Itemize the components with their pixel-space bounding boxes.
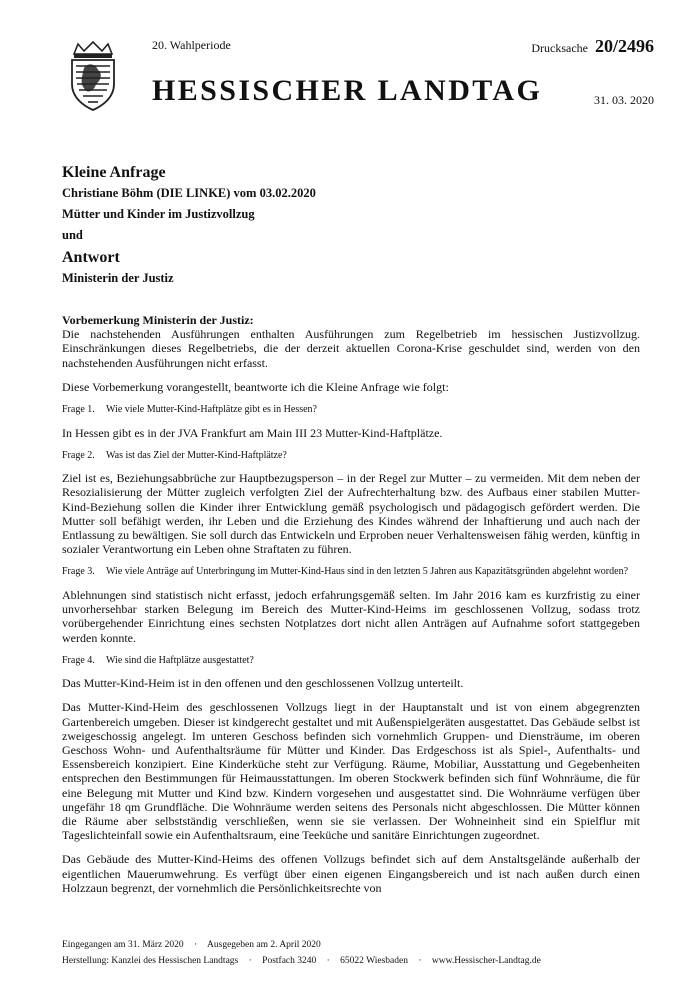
- frage-1: [62, 404, 640, 417]
- frage-label: Frage 3.: [62, 566, 95, 578]
- footer: [62, 937, 541, 969]
- antwort-1: In Hessen gibt es in der JVA Frankfurt am Main III 23 Mutter-Kind-Haftplätze.: [62, 425, 443, 440]
- frage-text: Wie viele Anträge auf Unterbringung im Mutter-Kind-Haus sind in den letzten 5 Jahren aus Kapazitätsgründen abgelehnt worden?: [106, 566, 629, 578]
- vorbemerkung-title: Vorbemerkung Ministerin der Justiz:: [62, 313, 254, 327]
- frage-text: Was ist das Ziel der Mutter-Kind-Haftplätze?: [106, 449, 287, 461]
- und-line: und: [62, 228, 83, 242]
- vorbemerkung-text: Die nachstehenden Ausführungen enthalten Ausführungen zum Regelbetrieb im hessischen Justizvollzug. Einschränkungen dieses Regelbetriebs, die der derzeit aktuellen Corona-Krise geschuldet sind, werden von den nachstehenden Ausführungen nicht erfasst.: [62, 327, 640, 370]
- antwort-heading: Antwort: [62, 249, 120, 266]
- frage-3: [62, 566, 640, 579]
- ausgegeben-text: Ausgegeben am 2. April 2020: [207, 940, 321, 950]
- herstellung-text: Herstellung: Kanzlei des Hessischen Landtags: [62, 956, 239, 966]
- wahlperiode: 20. Wahlperiode: [152, 38, 231, 52]
- intro-text: Diese Vorbemerkung vorangestellt, beantworte ich die Kleine Anfrage wie folgt:: [62, 379, 449, 394]
- drucksache-number: 20/2496: [594, 36, 654, 56]
- document-body: [62, 313, 640, 905]
- separator: ·: [248, 956, 252, 966]
- drucksache: [531, 36, 654, 57]
- antwort-4a: Das Mutter-Kind-Heim ist in den offenen und den geschlossenen Vollzug unterteilt.: [62, 676, 464, 691]
- ort-text: 65022 Wiesbaden: [340, 956, 408, 966]
- frage-2: [62, 450, 640, 463]
- footer-line-1: [62, 937, 541, 953]
- ministry-line: Ministerin der Justiz: [62, 271, 174, 285]
- author-line: Christiane Böhm (DIE LINKE) vom 03.02.2020: [62, 186, 316, 200]
- meta-block: [62, 164, 652, 292]
- subject-line: Mütter und Kinder im Justizvollzug: [62, 207, 255, 221]
- drucksache-label: Drucksache: [531, 41, 588, 55]
- page-title: HESSISCHER LANDTAG: [152, 74, 543, 107]
- separator: ·: [418, 956, 422, 966]
- postfach-text: Postfach 3240: [262, 956, 317, 966]
- separator: ·: [326, 956, 330, 966]
- frage-label: Frage 2.: [62, 449, 95, 461]
- website-link[interactable]: www.Hessischer-Landtag.de: [431, 956, 541, 966]
- frage-text: Wie viele Mutter-Kind-Haftplätze gibt es in Hessen?: [106, 404, 317, 416]
- kleine-anfrage-heading: Kleine Anfrage: [62, 164, 166, 181]
- frage-text: Wie sind die Haftplätze ausgestattet?: [106, 654, 254, 666]
- frage-label: Frage 4.: [62, 654, 95, 666]
- antwort-4c: Das Gebäude des Mutter-Kind-Heims des offenen Vollzugs befindet sich auf dem Anstaltsgelände außerhalb der eigentlichen Mauerumwehrung. Es verfügt über einen eigenen Eingangsbereich und ist nach außen durch einen Holzzaun begrenzt, der vornehmlich die Persönlichkeitsrechte von: [62, 852, 640, 895]
- antwort-4b: Das Mutter-Kind-Heim des geschlossenen Vollzugs liegt in der Hauptanstalt und ist von einem abgegrenzten Gartenbereich umgeben. Dieser ist kindgerecht gestaltet und mit Außenspielgeräten ausgestattet. Das Gebäude selbst ist zweigeschossig angelegt. Im unteren Geschoss befinden sich vornehmlich Gruppen- und Diensträume, im oberen Geschoss Wohn- und Aufenthaltsräume für Mütter und Kinder. Das Erdgeschoss ist als Spiel-, Aufenthalts- und Essensbereich konzipiert. Eine Kinderküche steht zur Verfügung. Räume, Mobiliar, Ausstattung und Gegebenheiten entsprechen den Bestimmungen für Heimausstattungen. Im oberen Stockwerk befinden sich fünf Wohnräume, die für eine Belegung mit Mutter und Kind bzw. Kindern vorgesehen und ausgestattet sind. Die Wohnräume verfügen über ungefähr 18 qm Grundfläche. Die Wohnräume werden seitens des Personals nicht abgeschlossen. Die Mütter können die Räume aber selbstständig verschließen, wenn sie sie verlassen. Der Wohneinheit sind ein Spielflur mit Tageslichteinfall sowie ein Aufenthaltsraum, eine Teeküche und sanitäre Einrichtungen zugeordnet.: [62, 700, 640, 843]
- antwort-3: Ablehnungen sind statistisch nicht erfasst, jedoch erfahrungsgemäß selten. Im Jahr 2016 kam es kurzfristig zu einer unvorhersehbar starken Belegung im Bereich des Mutter-Kind-Heims im geschlossenen Vollzug, sodass trotz vorübergehender Einrichtung eines sechsten Notplatzes dort nicht allen Anträgen auf Aufnahme sofort stattgegeben werden konnte.: [62, 587, 640, 645]
- separator: ·: [194, 940, 198, 950]
- frage-label: Frage 1.: [62, 404, 95, 416]
- eingegangen-text: Eingegangen am 31. März 2020: [62, 940, 184, 950]
- document-date: 31. 03. 2020: [594, 93, 654, 107]
- antwort-2: Ziel ist es, Beziehungsabbrüche zur Hauptbezugsperson – in der Regel zur Mutter – zu vermeiden. Mit dem neben der Resozialisierung der Mütter zugleich verfolgten Ziel der Aufrechterhaltung bzw. des Aufbaus einer stabilen Mutter-Kind-Beziehung sollen die Kinder ihrer Entwicklung gemäß psychologisch und pädagogisch gefördert werden. Die Mutter soll befähigt werden, ihr Leben und die Erziehung des Kindes während der Inhaftierung und auch nach der Entlassung zu bewältigen. Sie soll durch das Entwickeln und Erproben neuer Verhaltensweisen fähig werden, künftig in sozialer Verantwortung ein Leben ohne Straftaten zu führen.: [62, 471, 640, 557]
- footer-line-2: [62, 953, 541, 969]
- hessen-coat-of-arms-icon: [62, 40, 124, 112]
- frage-4: [62, 655, 640, 668]
